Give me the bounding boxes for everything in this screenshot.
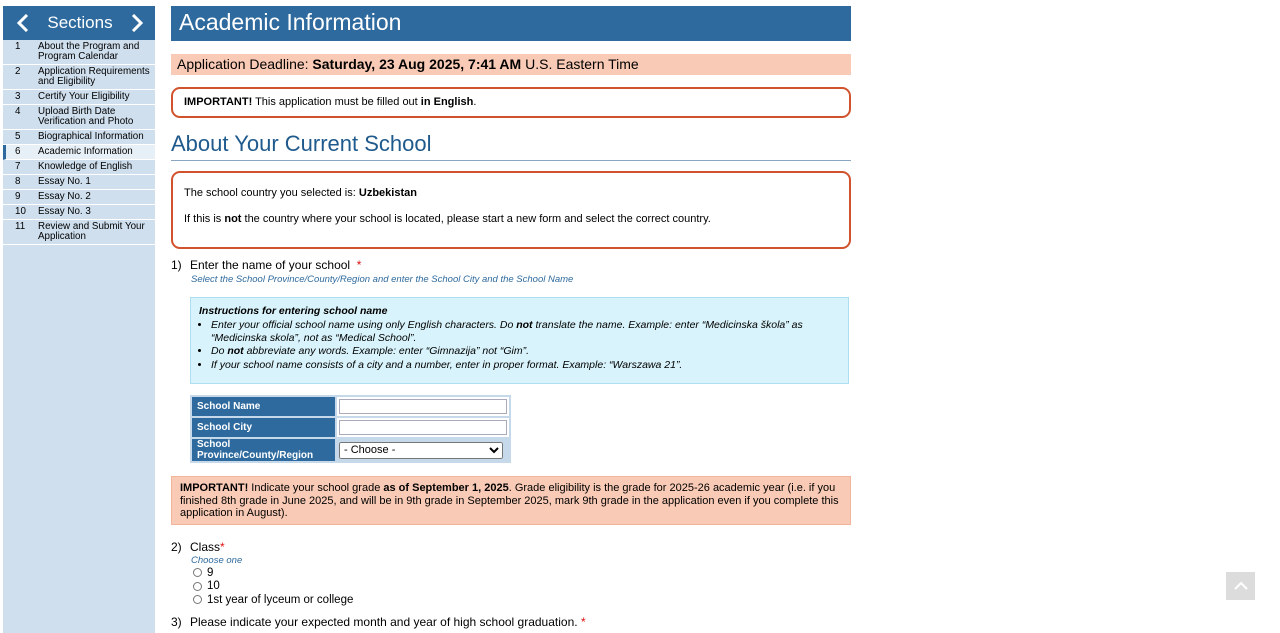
main-content [171, 6, 851, 629]
grade-text-c: . Grade eligibility is the grade for 2025-26 academic year (i.e. if you finished 8th grade in June 2025, and will be in 9th grade in September 2025, mark 9th grade in the application even if you complete this application in August). [180, 482, 839, 519]
nav-item-number: 7 [15, 161, 21, 172]
instructions-list [199, 319, 840, 371]
question-text: Class [190, 540, 221, 554]
country-line2-a: If this is [184, 213, 225, 225]
important-label: IMPORTANT! [184, 96, 253, 108]
instruction-item [211, 319, 840, 344]
instruction-text: abbreviate any words. Example: enter “Gimnazija” not “Gim”. [243, 345, 530, 357]
grade-emph: as of September 1, 2025 [383, 482, 509, 494]
nav-item-number: 4 [15, 106, 21, 117]
nav-item-number: 8 [15, 176, 21, 187]
nav-item-label: Upload Birth Date Verification and Photo [38, 106, 134, 127]
country-line2-not: not [224, 213, 242, 225]
chevron-right-icon[interactable] [129, 13, 145, 33]
deadline-suffix: U.S. Eastern Time [521, 56, 639, 72]
grade-notice [171, 476, 851, 525]
nav-item-program[interactable] [3, 40, 155, 65]
sections-header [3, 6, 155, 40]
chevron-left-icon[interactable] [15, 13, 31, 33]
school-city-label: School City [192, 418, 335, 437]
question-text: Enter the name of your school [190, 258, 351, 272]
sections-nav [3, 40, 155, 245]
instruction-text: Do [211, 345, 228, 357]
nav-item-label: Application Requirements and Eligibility [38, 66, 150, 87]
instruction-text: translate the name. Example: enter “Medicinska škola” as “Medicinska skola”, not as “Medical School”. [211, 319, 803, 344]
province-label: School Province/County/Region [192, 439, 335, 461]
country-line [184, 187, 838, 199]
nav-item-requirements[interactable] [3, 65, 155, 90]
instruction-item: • If your school name consists of a city and a number, enter in proper format. Example: “Warszawa 21”. [211, 359, 840, 372]
nav-item-review[interactable] [3, 220, 155, 245]
important-end: . [473, 96, 477, 108]
question-number: 1) [171, 258, 182, 272]
nav-item-label: Academic Information [38, 146, 133, 157]
nav-item-label: Essay No. 3 [38, 206, 91, 217]
nav-item-essay-1[interactable] [3, 175, 155, 190]
nav-item-label: Certify Your Eligibility [38, 91, 130, 102]
required-marker: * [220, 540, 225, 554]
nav-item-label: Essay No. 2 [38, 191, 91, 202]
question-number: 2) [171, 540, 182, 554]
nav-item-essay-2[interactable] [3, 190, 155, 205]
nav-item-upload[interactable] [3, 105, 155, 130]
nav-item-label: Biographical Information [38, 131, 144, 142]
instructions-title: Instructions for entering school name [199, 305, 388, 317]
nav-item-number: 9 [15, 191, 21, 202]
instruction-item [211, 345, 840, 358]
school-form [190, 395, 511, 463]
instruction-text: Enter your official school name using only English characters. Do [211, 319, 517, 331]
question-1 [171, 258, 851, 272]
chevron-up-icon [1234, 577, 1248, 595]
sections-sidebar [3, 6, 155, 633]
section-title: About Your Current School [171, 129, 851, 161]
important-emph: in English [420, 96, 474, 108]
nav-item-number: 10 [15, 206, 26, 217]
question-number: 3) [171, 614, 182, 629]
important-text: This application must be filled out [252, 96, 421, 108]
country-warning [184, 213, 838, 225]
school-city-input[interactable] [339, 420, 507, 435]
deadline-banner [171, 54, 851, 75]
question-label [190, 258, 361, 272]
class-option-label: 1st year of lyceum or college [207, 593, 354, 606]
question-text: Please indicate your expected month and year of high school graduation. [190, 614, 578, 629]
deadline-date: Saturday, 23 Aug 2025, 7:41 AM [312, 56, 522, 72]
nav-item-english[interactable] [3, 160, 155, 175]
nav-item-label: About the Program and Program Calendar [38, 41, 140, 62]
deadline-prefix: Application Deadline: [177, 56, 313, 72]
question-3 [171, 615, 851, 629]
back-to-top-button[interactable] [1226, 572, 1255, 600]
nav-item-number: 11 [15, 221, 26, 232]
nav-item-essay-3[interactable] [3, 205, 155, 220]
class-option-10[interactable] [193, 580, 851, 594]
class-option-9[interactable] [193, 566, 851, 580]
country-line2-b: the country where your school is located, please start a new form and select the correct country. [241, 213, 711, 225]
school-name-label: School Name [192, 397, 335, 416]
nav-item-label: Review and Submit Your Application [38, 221, 145, 242]
nav-item-number: 1 [15, 41, 21, 52]
class-option-lyceum[interactable] [193, 593, 851, 607]
instructions-box [190, 297, 849, 384]
school-name-input[interactable] [339, 399, 507, 414]
question-hint: Select the School Province/County/Region and enter the School City and the School Name [191, 274, 574, 285]
instruction-emph: not [227, 345, 244, 357]
class-radio-lyceum[interactable] [193, 595, 202, 604]
sections-title: Sections [47, 13, 113, 32]
grade-text-a: Indicate your school grade [248, 482, 384, 494]
class-option-label: 10 [207, 580, 220, 593]
required-marker: * [580, 614, 586, 629]
instruction-emph: not [516, 319, 533, 331]
page-title: Academic Information [171, 6, 851, 41]
question-2 [171, 540, 851, 554]
nav-item-number: 2 [15, 66, 21, 77]
english-notice [171, 87, 851, 118]
required-marker: * [356, 258, 362, 272]
country-value: Uzbekistan [358, 187, 417, 199]
nav-item-label: Essay No. 1 [38, 176, 91, 187]
nav-item-label: Knowledge of English [38, 161, 133, 172]
nav-item-number: 3 [15, 91, 21, 102]
question-label [190, 615, 586, 629]
nav-item-biographical[interactable] [3, 130, 155, 145]
province-select[interactable] [339, 442, 503, 459]
country-prefix: The school country you selected is: [184, 187, 359, 199]
question-hint: Choose one [191, 555, 243, 566]
class-radio-9[interactable] [193, 568, 202, 577]
nav-item-number: 5 [15, 131, 21, 142]
question-label [190, 540, 225, 554]
class-radio-10[interactable] [193, 582, 202, 591]
nav-item-academic[interactable] [3, 145, 155, 160]
class-option-label: 9 [207, 566, 214, 579]
grade-label: IMPORTANT! [180, 482, 249, 494]
nav-item-number: 6 [15, 146, 21, 157]
country-notice [171, 171, 851, 249]
nav-item-certify[interactable] [3, 90, 155, 105]
